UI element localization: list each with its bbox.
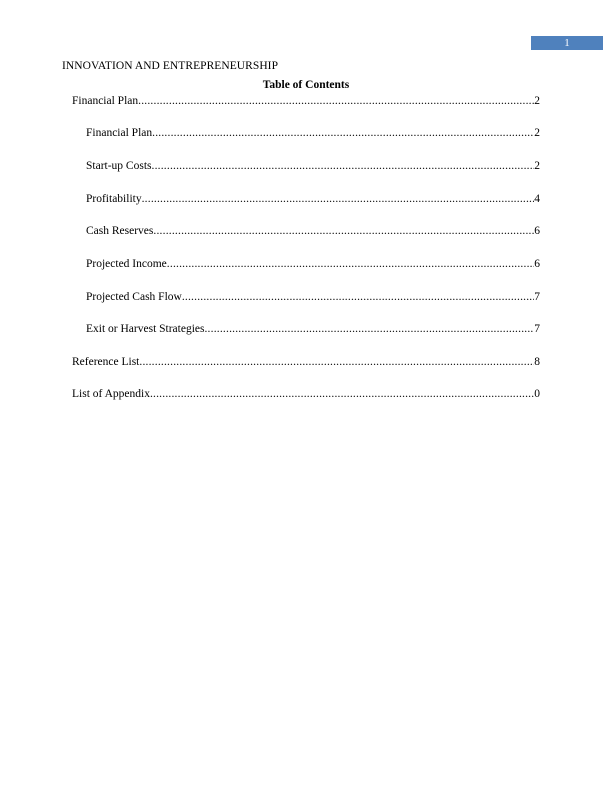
toc-entry-page: 0 — [534, 388, 540, 400]
toc-entry-financial-plan-sub[interactable] — [86, 126, 540, 140]
toc-entry-page: 2 — [534, 95, 540, 107]
running-header: INNOVATION AND ENTREPRENEURSHIP — [62, 60, 279, 72]
toc-dot-leader — [167, 257, 534, 271]
toc-entry-cash-reserves[interactable] — [86, 224, 540, 238]
toc-dot-leader — [142, 192, 535, 206]
toc-entry-page: 2 — [534, 160, 540, 172]
toc-entry-page: 7 — [534, 323, 540, 335]
toc-entry-text: Projected Income — [86, 258, 167, 270]
toc-entry-text: List of Appendix — [72, 388, 150, 400]
toc-entry-projected-cash-flow[interactable] — [86, 290, 540, 304]
toc-entry-projected-income[interactable] — [86, 257, 540, 271]
toc-entry-text: Exit or Harvest Strategies — [86, 323, 205, 335]
toc-entry-page: 4 — [534, 193, 540, 205]
toc-entry-page: 7 — [534, 291, 540, 303]
toc-dot-leader — [153, 224, 534, 238]
toc-entry-reference-list[interactable] — [72, 355, 540, 369]
toc-dot-leader — [204, 322, 534, 336]
toc-entry-page: 6 — [534, 258, 540, 270]
toc-entry-page: 8 — [534, 356, 540, 368]
toc-entry-financial-plan[interactable] — [72, 94, 540, 108]
page-number: 1 — [531, 36, 603, 50]
toc-entry-text: Reference List — [72, 356, 140, 368]
toc-entry-text: Financial Plan — [72, 95, 139, 107]
toc-entry-text: Start-up Costs — [86, 160, 152, 172]
toc-entry-text: Cash Reserves — [86, 225, 154, 237]
toc-dot-leader — [152, 159, 535, 173]
toc-dot-leader — [182, 290, 534, 304]
toc-entry-start-up-costs[interactable] — [86, 159, 540, 173]
toc-dot-leader — [150, 387, 534, 401]
toc-entry-text: Projected Cash Flow — [86, 291, 182, 303]
toc-dot-leader — [138, 94, 534, 108]
toc-entry-page: 6 — [534, 225, 540, 237]
toc-entry-text: Financial Plan — [86, 127, 153, 139]
toc-entry-profitability[interactable] — [86, 192, 540, 206]
toc-entry-page: 2 — [534, 127, 540, 139]
toc-entry-exit-or-harvest-strategies[interactable] — [86, 322, 540, 336]
toc-entry-list-of-appendix[interactable] — [72, 387, 540, 401]
toc-entry-text: Profitability — [86, 193, 142, 205]
toc-title: Table of Contents — [262, 79, 350, 91]
toc-dot-leader — [152, 126, 534, 140]
toc-dot-leader — [139, 355, 534, 369]
